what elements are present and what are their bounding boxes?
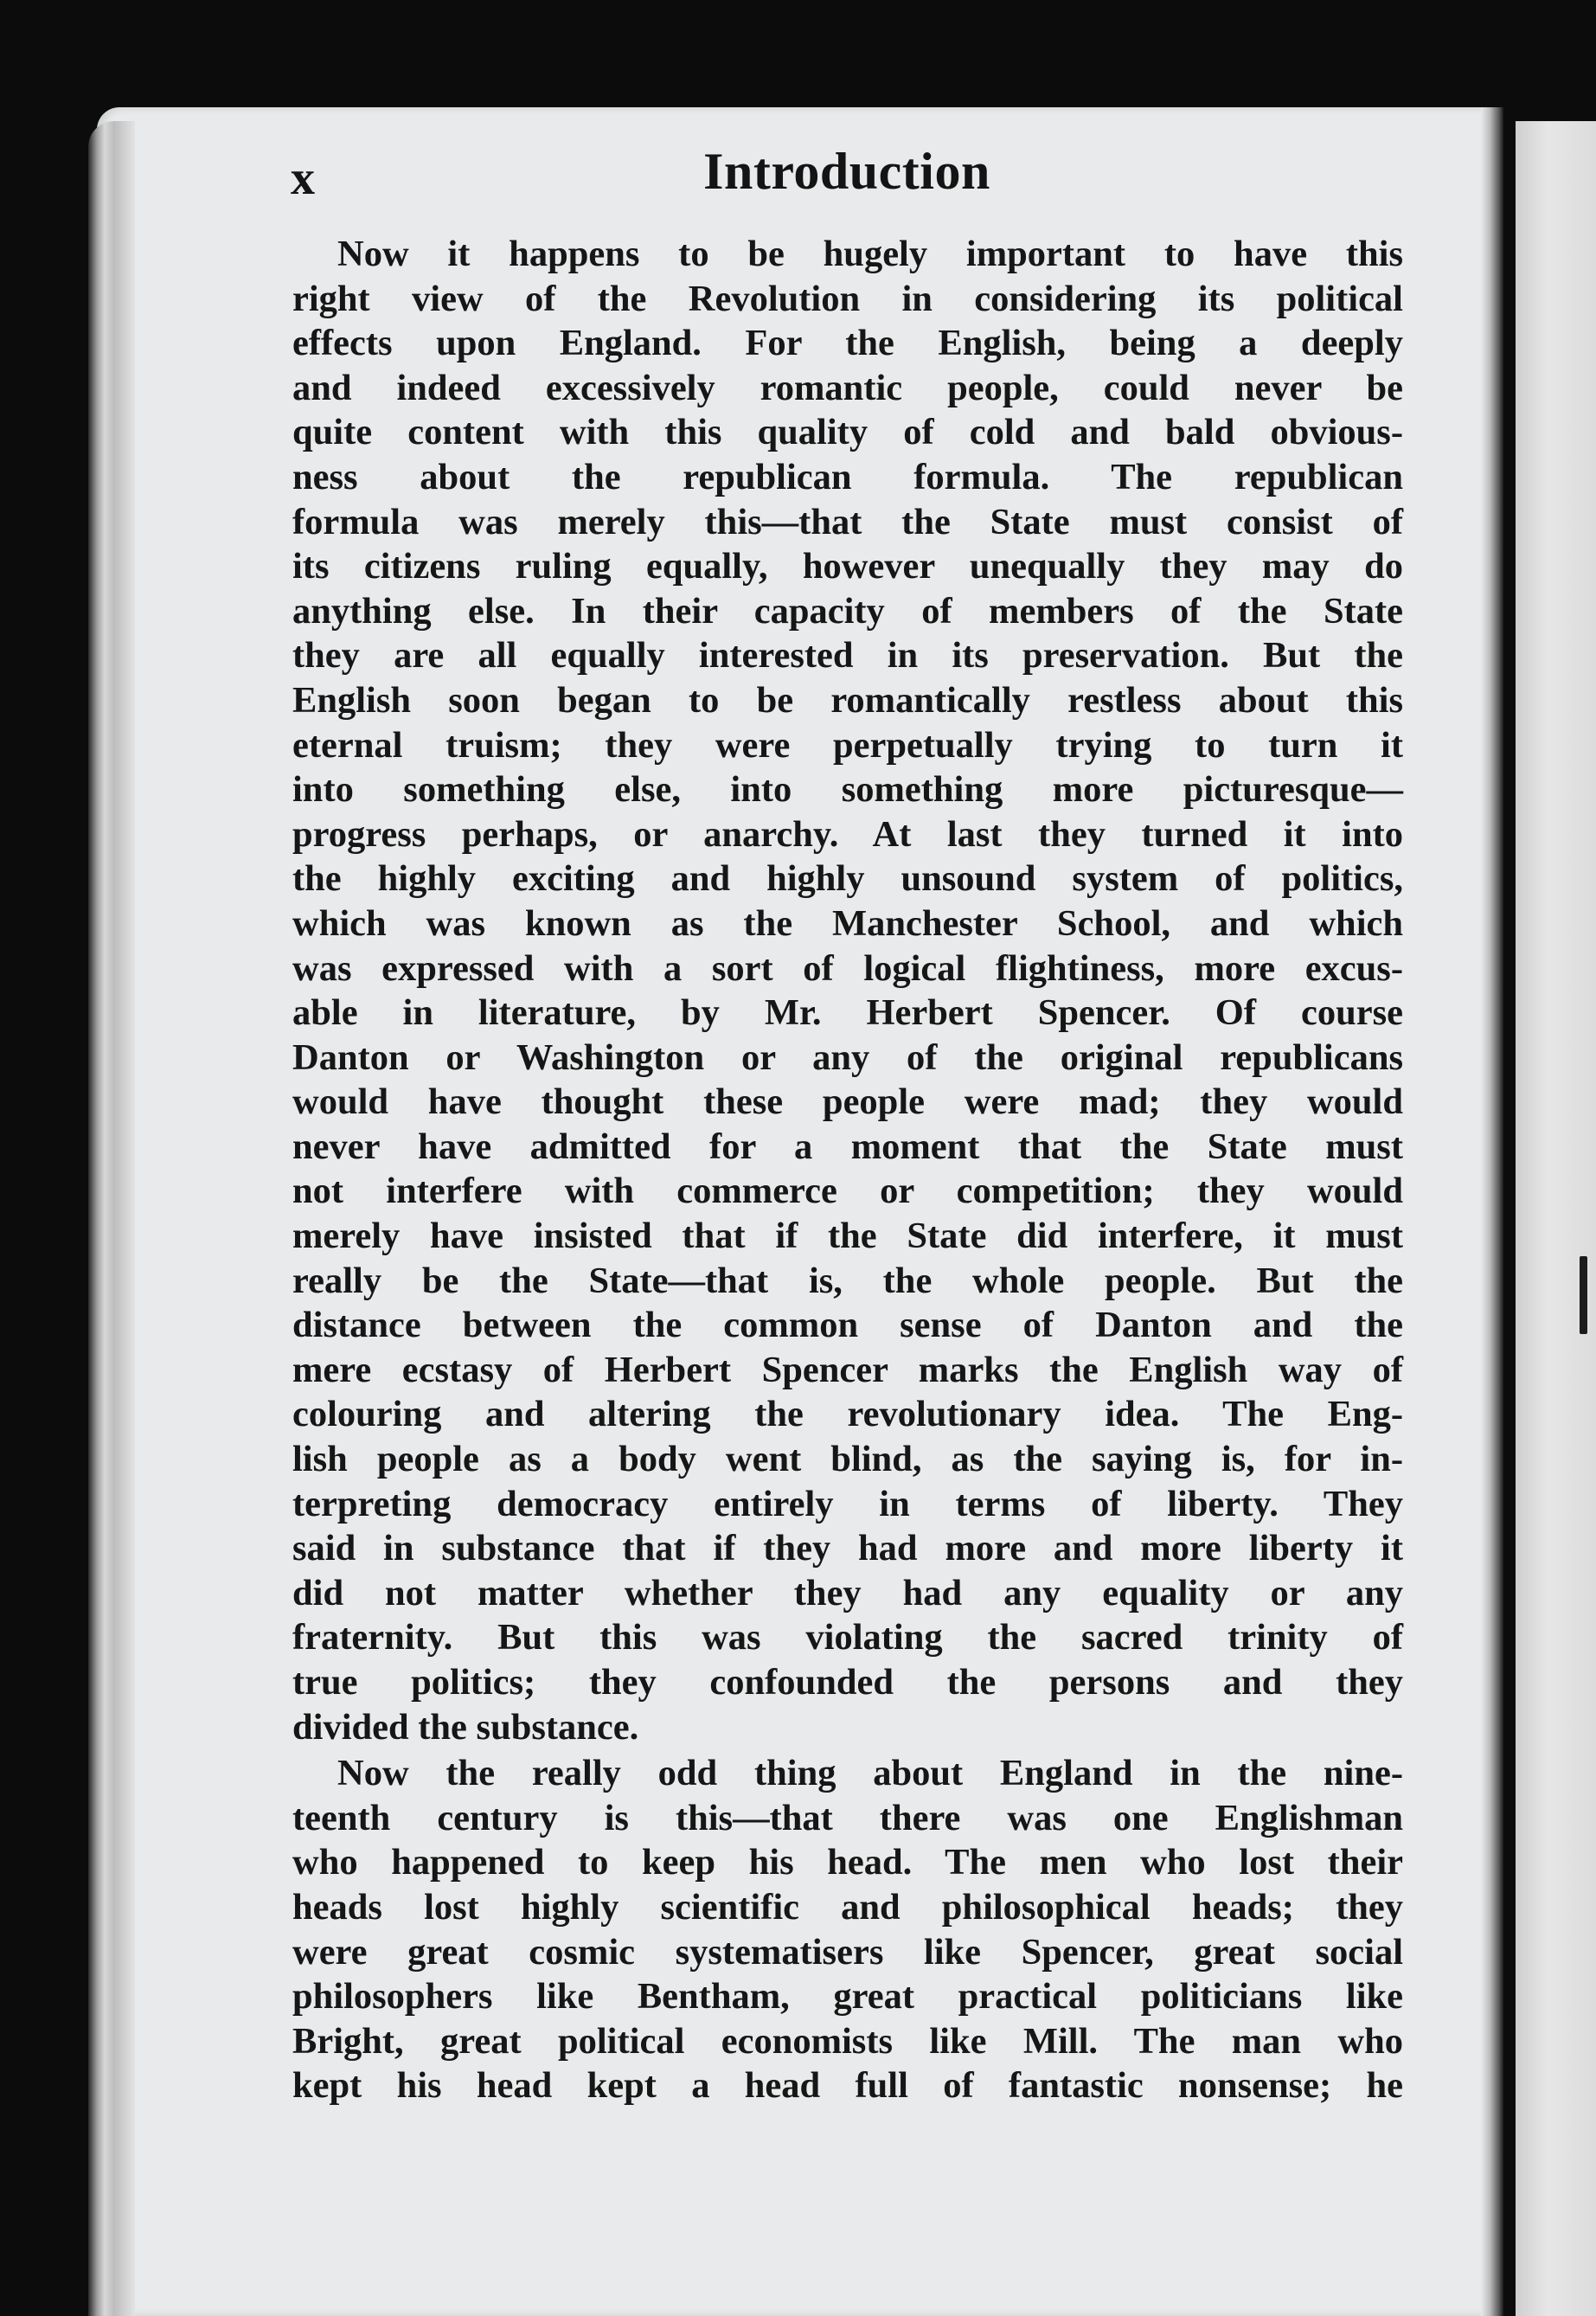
text-line: formula was merely this—that the State must consist of [292,501,1403,542]
text-line: eternal truism; they were perpetually trying to turn it [292,724,1403,766]
text-line: colouring and altering the revolutionary idea. The Eng- [292,1394,1403,1435]
text-line: its citizens ruling equally, however unequally they may do [292,546,1403,587]
text-line: anything else. In their capacity of members of the State [292,590,1403,632]
page-number: x [291,151,315,205]
text-line: who happened to keep his head. The men who lost their [292,1842,1403,1883]
text-line: effects upon England. For the English, being a deeply [292,323,1403,364]
text-line: merely have insisted that if the State did interfere, it must [292,1216,1403,1257]
text-line: English soon began to be romantically restless about this [292,679,1403,721]
left-page-gutter [88,121,135,2316]
text-line: never have admitted for a moment that the State must [292,1126,1403,1167]
text-line: fraternity. But this was violating the sacred trinity of [292,1617,1403,1658]
text-line: mere ecstasy of Herbert Spencer marks the English way of [292,1349,1403,1390]
paragraph [292,232,1403,1749]
text-line: true politics; they confounded the persons and they [292,1662,1403,1703]
paragraph [292,1751,1403,2108]
text-line: they are all equally interested in its preservation. But the [292,635,1403,677]
text-line: heads lost highly scientific and philosophical heads; they [292,1886,1403,1928]
text-line: would have thought these people were mad; they would [292,1081,1403,1123]
text-line: kept his head kept a head full of fantastic nonsense; he [292,2065,1403,2107]
text-line: Now it happens to be hugely important to have this [337,234,1403,274]
text-line: was expressed with a sort of logical flightiness, more excus- [292,947,1403,989]
text-line: were great cosmic systematisers like Spencer, great social [292,1931,1403,1973]
chapter-title: Introduction [703,143,990,200]
text-line: distance between the common sense of Danton and the [292,1305,1403,1346]
text-line: and indeed excessively romantic people, could never be [292,367,1403,408]
text-line: teenth century is this—that there was one Englishman [292,1797,1403,1838]
text-line: able in literature, by Mr. Herbert Spencer. Of course [292,992,1403,1034]
facing-page-edge [1516,121,1596,2316]
text-line: right view of the Revolution in considering its political [292,278,1403,319]
text-line: Bright, great political economists like Mill. The man who [292,2020,1403,2062]
text-line: the highly exciting and highly unsound system of politics, [292,858,1403,900]
text-line: lish people as a body went blind, as the saying is, for in- [292,1439,1403,1480]
text-line: Now the really odd thing about England in the nine- [337,1753,1403,1794]
text-line: Danton or Washington or any of the original republicans [292,1036,1403,1078]
text-line: philosophers like Bentham, great practical politicians like [292,1976,1403,2018]
body-text [292,232,1403,2110]
text-line: progress perhaps, or anarchy. At last they turned it into [292,813,1403,855]
text-line: into something else, into something more picturesque— [292,769,1403,811]
text-line: really be the State—that is, the whole people. But the [292,1260,1403,1301]
facing-page-ink-mark [1580,1256,1587,1334]
text-line: divided the substance. [292,1706,639,1748]
right-page-edge [1481,107,1503,2316]
text-line: did not matter whether they had any equality or any [292,1572,1403,1614]
text-line: not interfere with commerce or competition; they would [292,1171,1403,1212]
text-line: terpreting democracy entirely in terms of liberty. They [292,1483,1403,1524]
text-line: quite content with this quality of cold and bald obvious- [292,412,1403,453]
text-line: said in substance that if they had more and more liberty it [292,1528,1403,1569]
text-line: which was known as the Manchester School, and which [292,902,1403,944]
running-head [291,142,1403,220]
text-line: ness about the republican formula. The republican [292,456,1403,497]
